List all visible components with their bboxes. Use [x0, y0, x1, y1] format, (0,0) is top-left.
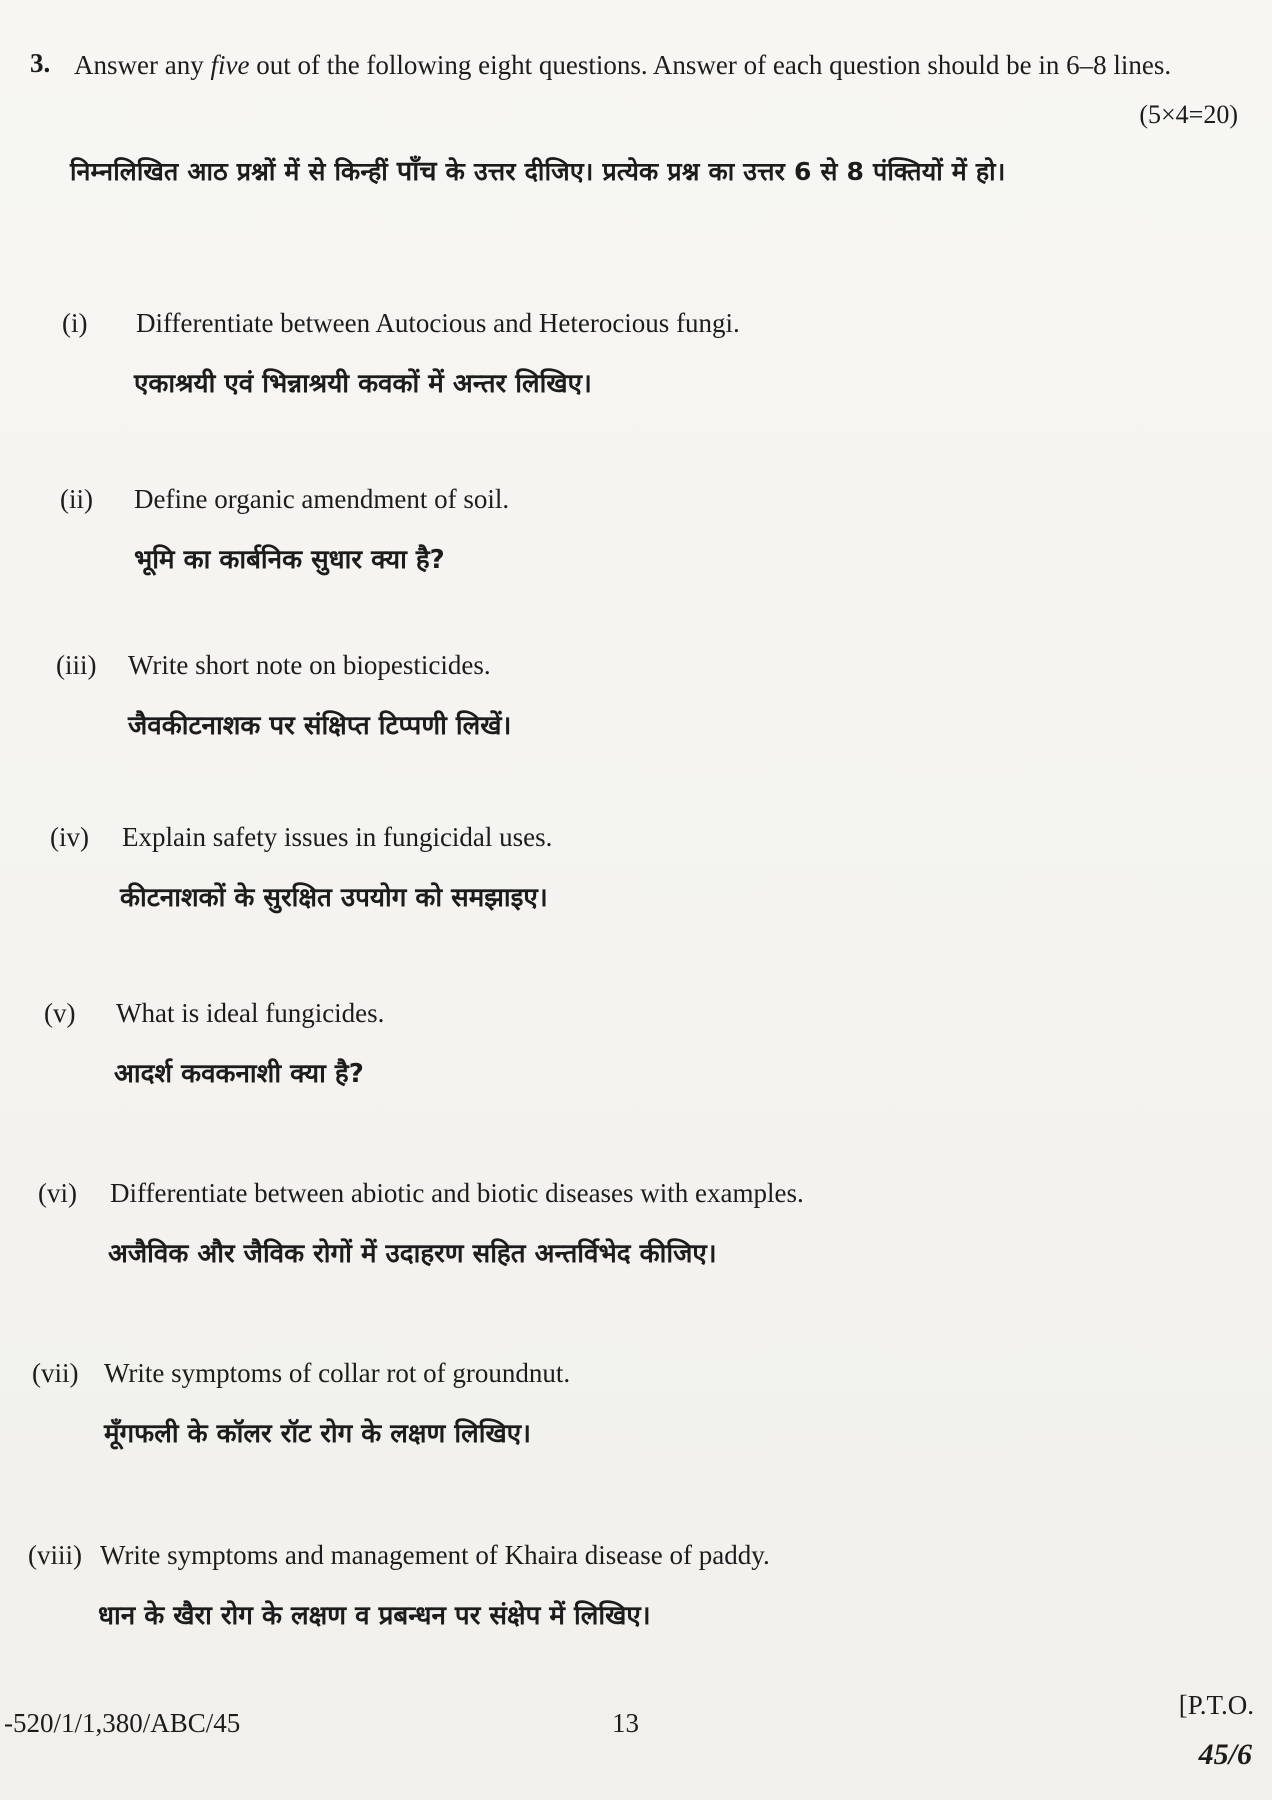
set-code: 45/6: [1198, 1738, 1252, 1771]
paper-code: -520/1/1,380/ABC/45: [4, 1708, 241, 1738]
please-turn-over: [P.T.O.: [1178, 1690, 1254, 1720]
sub-question-label: (v): [44, 998, 76, 1028]
sub-question-text-en: Write symptoms and management of Khaira disease of paddy.: [100, 1540, 770, 1570]
question-instructions-hi: निम्नलिखित आठ प्रश्नों में से किन्हीं पाँच के उत्तर दीजिए। प्रत्येक प्रश्न का उत्तर 6 से 8 पंक्तियों में हो।: [70, 156, 1006, 187]
sub-question-text-en: Differentiate between Autocious and Heterocious fungi.: [136, 308, 740, 338]
sub-question-label: (viii): [28, 1540, 82, 1570]
sub-question-text-en: Write short note on biopesticides.: [128, 650, 491, 680]
sub-question-label: (vii): [32, 1358, 79, 1388]
sub-question-text-hi: अजैविक और जैविक रोगों में उदाहरण सहित अन्तर्विभेद कीजिए।: [108, 1239, 717, 1269]
question-number: 3.: [30, 48, 51, 78]
page-number: 13: [612, 1708, 639, 1738]
sub-question-label: (vi): [38, 1178, 77, 1208]
sub-question-text-en: Define organic amendment of soil.: [134, 484, 510, 514]
sub-question-label: (i): [62, 308, 88, 338]
sub-question-text-hi: धान के खैरा रोग के लक्षण व प्रबन्धन पर संक्षेप में लिखिए।: [98, 1601, 651, 1631]
sub-question-text-hi: मूँगफली के कॉलर रॉट रोग के लक्षण लिखिए।: [104, 1419, 531, 1449]
question-instructions-en: Answer any five out of the following eight questions. Answer of each question should be in 6–8 lines.: [74, 50, 1172, 80]
sub-question-label: (iv): [50, 822, 89, 852]
sub-question-text-hi: भूमि का कार्बनिक सुधार क्या है?: [134, 545, 445, 575]
sub-question-text-en: Explain safety issues in fungicidal uses.: [122, 822, 553, 852]
sub-question-text-en: What is ideal fungicides.: [116, 998, 385, 1028]
sub-question-text-en: Write symptoms of collar rot of groundnut.: [104, 1358, 571, 1388]
sub-question-label: (ii): [60, 484, 93, 514]
sub-question-text-hi: एकाश्रयी एवं भिन्नाश्रयी कवकों में अन्तर लिखिए।: [134, 369, 592, 399]
sub-question-text-en: Differentiate between abiotic and biotic diseases with examples.: [110, 1178, 804, 1208]
sub-question-text-hi: कीटनाशकों के सुरक्षित उपयोग को समझाइए।: [120, 883, 548, 913]
sub-question-text-hi: जैवकीटनाशक पर संक्षिप्त टिप्पणी लिखें।: [128, 711, 512, 741]
sub-question-text-hi: आदर्श कवकनाशी क्या है?: [114, 1059, 364, 1089]
sub-question-label: (iii): [56, 650, 97, 680]
question-marks: (5×4=20): [1139, 100, 1238, 129]
